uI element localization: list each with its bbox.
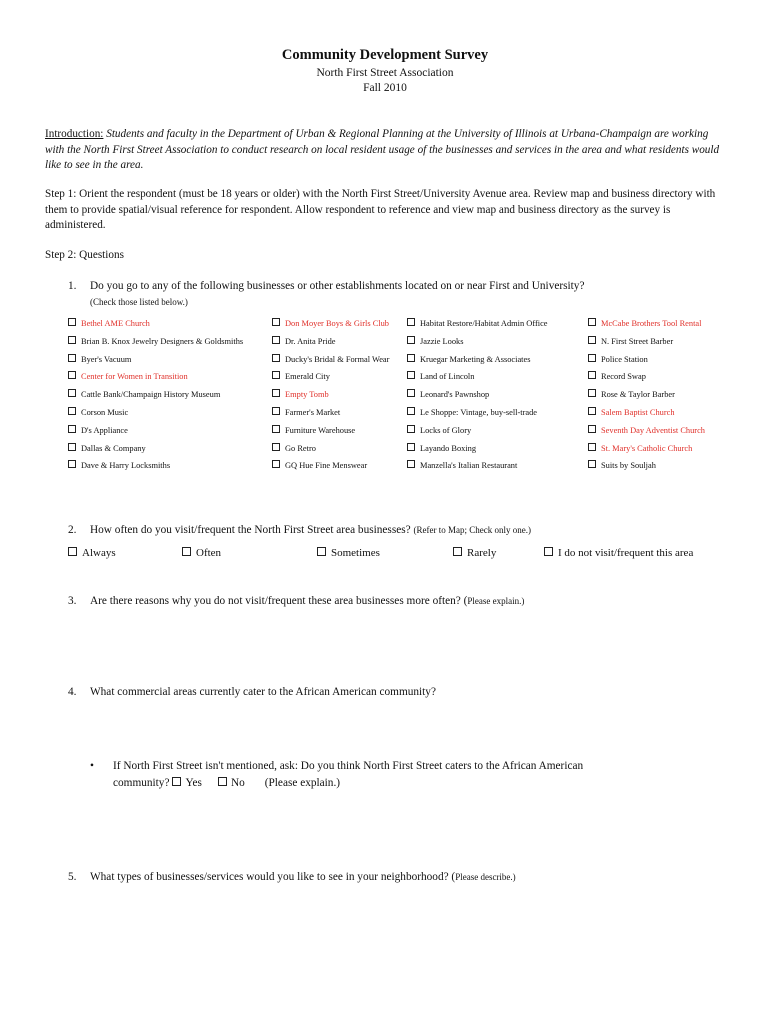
business-item[interactable] (68, 425, 128, 437)
checkbox[interactable] (407, 460, 415, 468)
page-title: Community Development Survey (281, 47, 489, 63)
checkbox-rarely[interactable] (453, 547, 462, 556)
question-2 (68, 522, 728, 538)
business-label: Center for Women in Transition (81, 372, 188, 382)
option-rarely[interactable] (453, 547, 496, 559)
checkbox[interactable] (272, 389, 280, 397)
business-label: Farmer's Market (285, 408, 341, 417)
business-item[interactable] (407, 389, 489, 401)
business-label: McCabe Brothers Tool Rental (601, 319, 702, 328)
question-3 (68, 593, 728, 609)
business-item[interactable] (68, 407, 128, 419)
checkbox-never[interactable] (544, 547, 553, 556)
step-2-heading: Step 2: Questions (45, 249, 124, 261)
option-sometimes-label: Sometimes (331, 547, 380, 559)
business-label: Kruegar Marketing & Associates (420, 354, 531, 364)
business-item[interactable] (588, 336, 673, 348)
introduction-text: Students and faculty in the Department of Urban & Regional Planning at the University of Illinois at Urbana-Champaign are working with the North First Street Association to conduct research on local resident usage of the businesses and services in the area and what residents would like to see in the area. (45, 128, 720, 171)
business-label: Dallas & Company (81, 443, 146, 453)
checkbox[interactable] (588, 318, 596, 326)
question-1-text: Do you go to any of the following businesses or other establishments located on or near First and University? (90, 280, 585, 292)
business-item[interactable] (68, 371, 188, 383)
business-label: Cattle Bank/Champaign History Museum (81, 390, 221, 400)
business-label: Dr. Anita Pride (285, 336, 336, 346)
business-item[interactable] (272, 318, 389, 330)
checkbox[interactable] (272, 443, 280, 451)
checkbox[interactable] (68, 443, 76, 451)
checkbox[interactable] (272, 371, 280, 379)
business-label: Leonard's Pawnshop (420, 390, 490, 400)
business-item[interactable] (407, 443, 476, 455)
checkbox[interactable] (407, 389, 415, 397)
checkbox[interactable] (272, 460, 280, 468)
checkbox[interactable] (407, 407, 415, 415)
checkbox[interactable] (68, 407, 76, 415)
business-item[interactable] (68, 443, 146, 455)
question-1-number: 1. (68, 280, 77, 292)
question-2-instruction: (Refer to Map; Check only one.) (413, 525, 531, 535)
business-item[interactable] (272, 389, 329, 401)
question-5-text: What types of businesses/services would you like to see in your neighborhood? ( (90, 871, 456, 883)
business-item[interactable] (272, 371, 330, 383)
checkbox[interactable] (272, 425, 280, 433)
business-item[interactable] (407, 354, 530, 366)
question-3-number: 3. (68, 595, 77, 607)
checkbox-yes[interactable] (172, 777, 181, 786)
checkbox[interactable] (272, 407, 280, 415)
business-label: Land of Lincoln (420, 372, 475, 382)
introduction (45, 127, 730, 174)
business-item[interactable] (588, 318, 701, 330)
business-item[interactable] (407, 318, 548, 330)
checkbox[interactable] (68, 389, 76, 397)
checkbox[interactable] (588, 389, 596, 397)
no-label: No (230, 777, 245, 789)
checkbox[interactable] (588, 354, 596, 362)
business-label: Le Shoppe: Vintage, buy-sell-trade (420, 408, 538, 417)
business-item[interactable] (272, 443, 316, 455)
business-item[interactable] (407, 371, 474, 383)
business-label: D's Appliance (81, 425, 128, 435)
question-5 (68, 869, 728, 885)
business-item[interactable] (407, 336, 464, 348)
question-2-number: 2. (68, 524, 77, 536)
business-item[interactable] (272, 460, 367, 472)
followup-prefix: community? (113, 777, 170, 789)
survey-term: Fall 2010 (363, 82, 407, 94)
step-1-text: Step 1: Orient the respondent (must be 18 years or older) with the North First Street/University Avenue area. Review map and business directory with them to provide spatial/visual reference for respondent. Allow respondent to reference and view map and business directory as the survey is administered. (45, 188, 716, 231)
business-label: Furniture Warehouse (285, 425, 356, 435)
question-5-instruction: Please describe.) (455, 872, 516, 882)
business-item[interactable] (588, 407, 675, 419)
business-item[interactable] (588, 389, 675, 401)
checkbox[interactable] (68, 318, 76, 326)
checkbox[interactable] (68, 460, 76, 468)
question-1-note (90, 294, 750, 310)
question-1-instruction: (Check those listed below.) (90, 297, 188, 307)
question-2-text: How often do you visit/frequent the North First Street area businesses? (90, 524, 414, 536)
business-label: Jazzie Looks (420, 336, 464, 346)
business-item[interactable] (272, 425, 355, 437)
question-4-followup-line-2 (113, 777, 340, 789)
checkbox-sometimes[interactable] (317, 547, 326, 556)
checkbox[interactable] (588, 460, 596, 468)
option-never-label: I do not visit/frequent this area (558, 547, 694, 559)
question-4-followup-line-1: If North First Street isn't mentioned, ask: Do you think North First Street caters to the African American (113, 760, 584, 772)
checkbox[interactable] (588, 425, 596, 433)
checkbox[interactable] (68, 336, 76, 344)
business-label: Police Station (601, 354, 648, 364)
business-item[interactable] (272, 354, 389, 366)
business-label: Ducky's Bridal & Formal Wear (285, 354, 390, 364)
question-3-text: Are there reasons why you do not visit/frequent these area businesses more often? ( (90, 595, 468, 607)
business-item[interactable] (272, 336, 335, 348)
option-often[interactable] (182, 547, 221, 559)
question-5-number: 5. (68, 871, 77, 883)
checkbox[interactable] (588, 407, 596, 415)
business-item[interactable] (68, 389, 220, 401)
checkbox[interactable] (272, 318, 280, 326)
business-label: Don Moyer Boys & Girls Club (285, 319, 389, 328)
question-4-text: What commercial areas currently cater to the African American community? (90, 686, 436, 698)
checkbox[interactable] (588, 336, 596, 344)
business-label: Habitat Restore/Habitat Admin Office (420, 319, 548, 328)
option-often-label: Often (196, 547, 222, 559)
business-label: Empty Tomb (285, 390, 329, 400)
question-3-instruction: Please explain.) (467, 596, 525, 606)
business-label: Suits by Souljah (601, 461, 656, 471)
business-item[interactable] (588, 425, 705, 437)
checkbox[interactable] (407, 336, 415, 344)
checkbox[interactable] (272, 354, 280, 362)
business-label: Salem Baptist Church (601, 408, 675, 417)
checkbox[interactable] (588, 371, 596, 379)
option-rarely-label: Rarely (467, 547, 497, 559)
business-item[interactable] (68, 318, 150, 330)
question-1 (68, 278, 728, 294)
business-label: Record Swap (601, 372, 646, 382)
business-item[interactable] (588, 443, 692, 455)
question-4-number: 4. (68, 686, 77, 698)
business-item[interactable] (588, 354, 648, 366)
checkbox[interactable] (68, 425, 76, 433)
business-label: Rose & Taylor Barber (601, 390, 675, 400)
question-4-followup (90, 760, 94, 772)
introduction-label: Introduction: (45, 128, 104, 140)
business-label: Locks of Glory (420, 425, 472, 435)
business-label: Seventh Day Adventist Church (601, 425, 705, 435)
checkbox[interactable] (588, 443, 596, 451)
business-label: Go Retro (285, 443, 316, 453)
business-label: Emerald City (285, 372, 330, 382)
business-item[interactable] (68, 460, 170, 472)
business-item[interactable] (407, 460, 517, 472)
business-label: Manzella's Italian Restaurant (420, 461, 518, 471)
business-item[interactable] (407, 425, 471, 437)
checkbox[interactable] (407, 318, 415, 326)
checkbox[interactable] (68, 371, 76, 379)
checkbox-always[interactable] (68, 547, 77, 556)
business-item[interactable] (68, 354, 131, 366)
option-always-label: Always (82, 547, 116, 559)
organization-name: North First Street Association (316, 67, 454, 79)
business-item[interactable] (407, 407, 537, 419)
option-sometimes[interactable] (317, 547, 380, 559)
yes-label: Yes (185, 777, 202, 789)
business-label: Brian B. Knox Jewelry Designers & Goldsmiths (81, 336, 244, 346)
checkbox[interactable] (407, 425, 415, 433)
business-item[interactable] (588, 460, 656, 472)
bullet-icon: • (90, 760, 94, 772)
business-label: Corson Music (81, 408, 129, 417)
business-label: GQ Hue Fine Menswear (285, 461, 368, 471)
option-never[interactable] (544, 547, 693, 559)
checkbox[interactable] (68, 354, 76, 362)
checkbox-no[interactable] (218, 777, 227, 786)
business-item[interactable] (68, 336, 243, 348)
question-4 (68, 684, 728, 700)
checkbox-often[interactable] (182, 547, 191, 556)
checkbox[interactable] (272, 336, 280, 344)
business-label: St. Mary's Catholic Church (601, 443, 693, 453)
business-label: Layando Boxing (420, 443, 477, 453)
explain-label: (Please explain.) (264, 777, 341, 789)
business-label: Bethel AME Church (81, 319, 150, 328)
business-item[interactable] (588, 371, 646, 383)
business-item[interactable] (272, 407, 340, 419)
business-label: Dave & Harry Locksmiths (81, 461, 171, 471)
option-always[interactable] (68, 547, 116, 559)
business-label: N. First Street Barber (601, 336, 674, 346)
business-label: Byer's Vacuum (81, 354, 132, 364)
checkbox[interactable] (407, 354, 415, 362)
checkbox[interactable] (407, 443, 415, 451)
checkbox[interactable] (407, 371, 415, 379)
